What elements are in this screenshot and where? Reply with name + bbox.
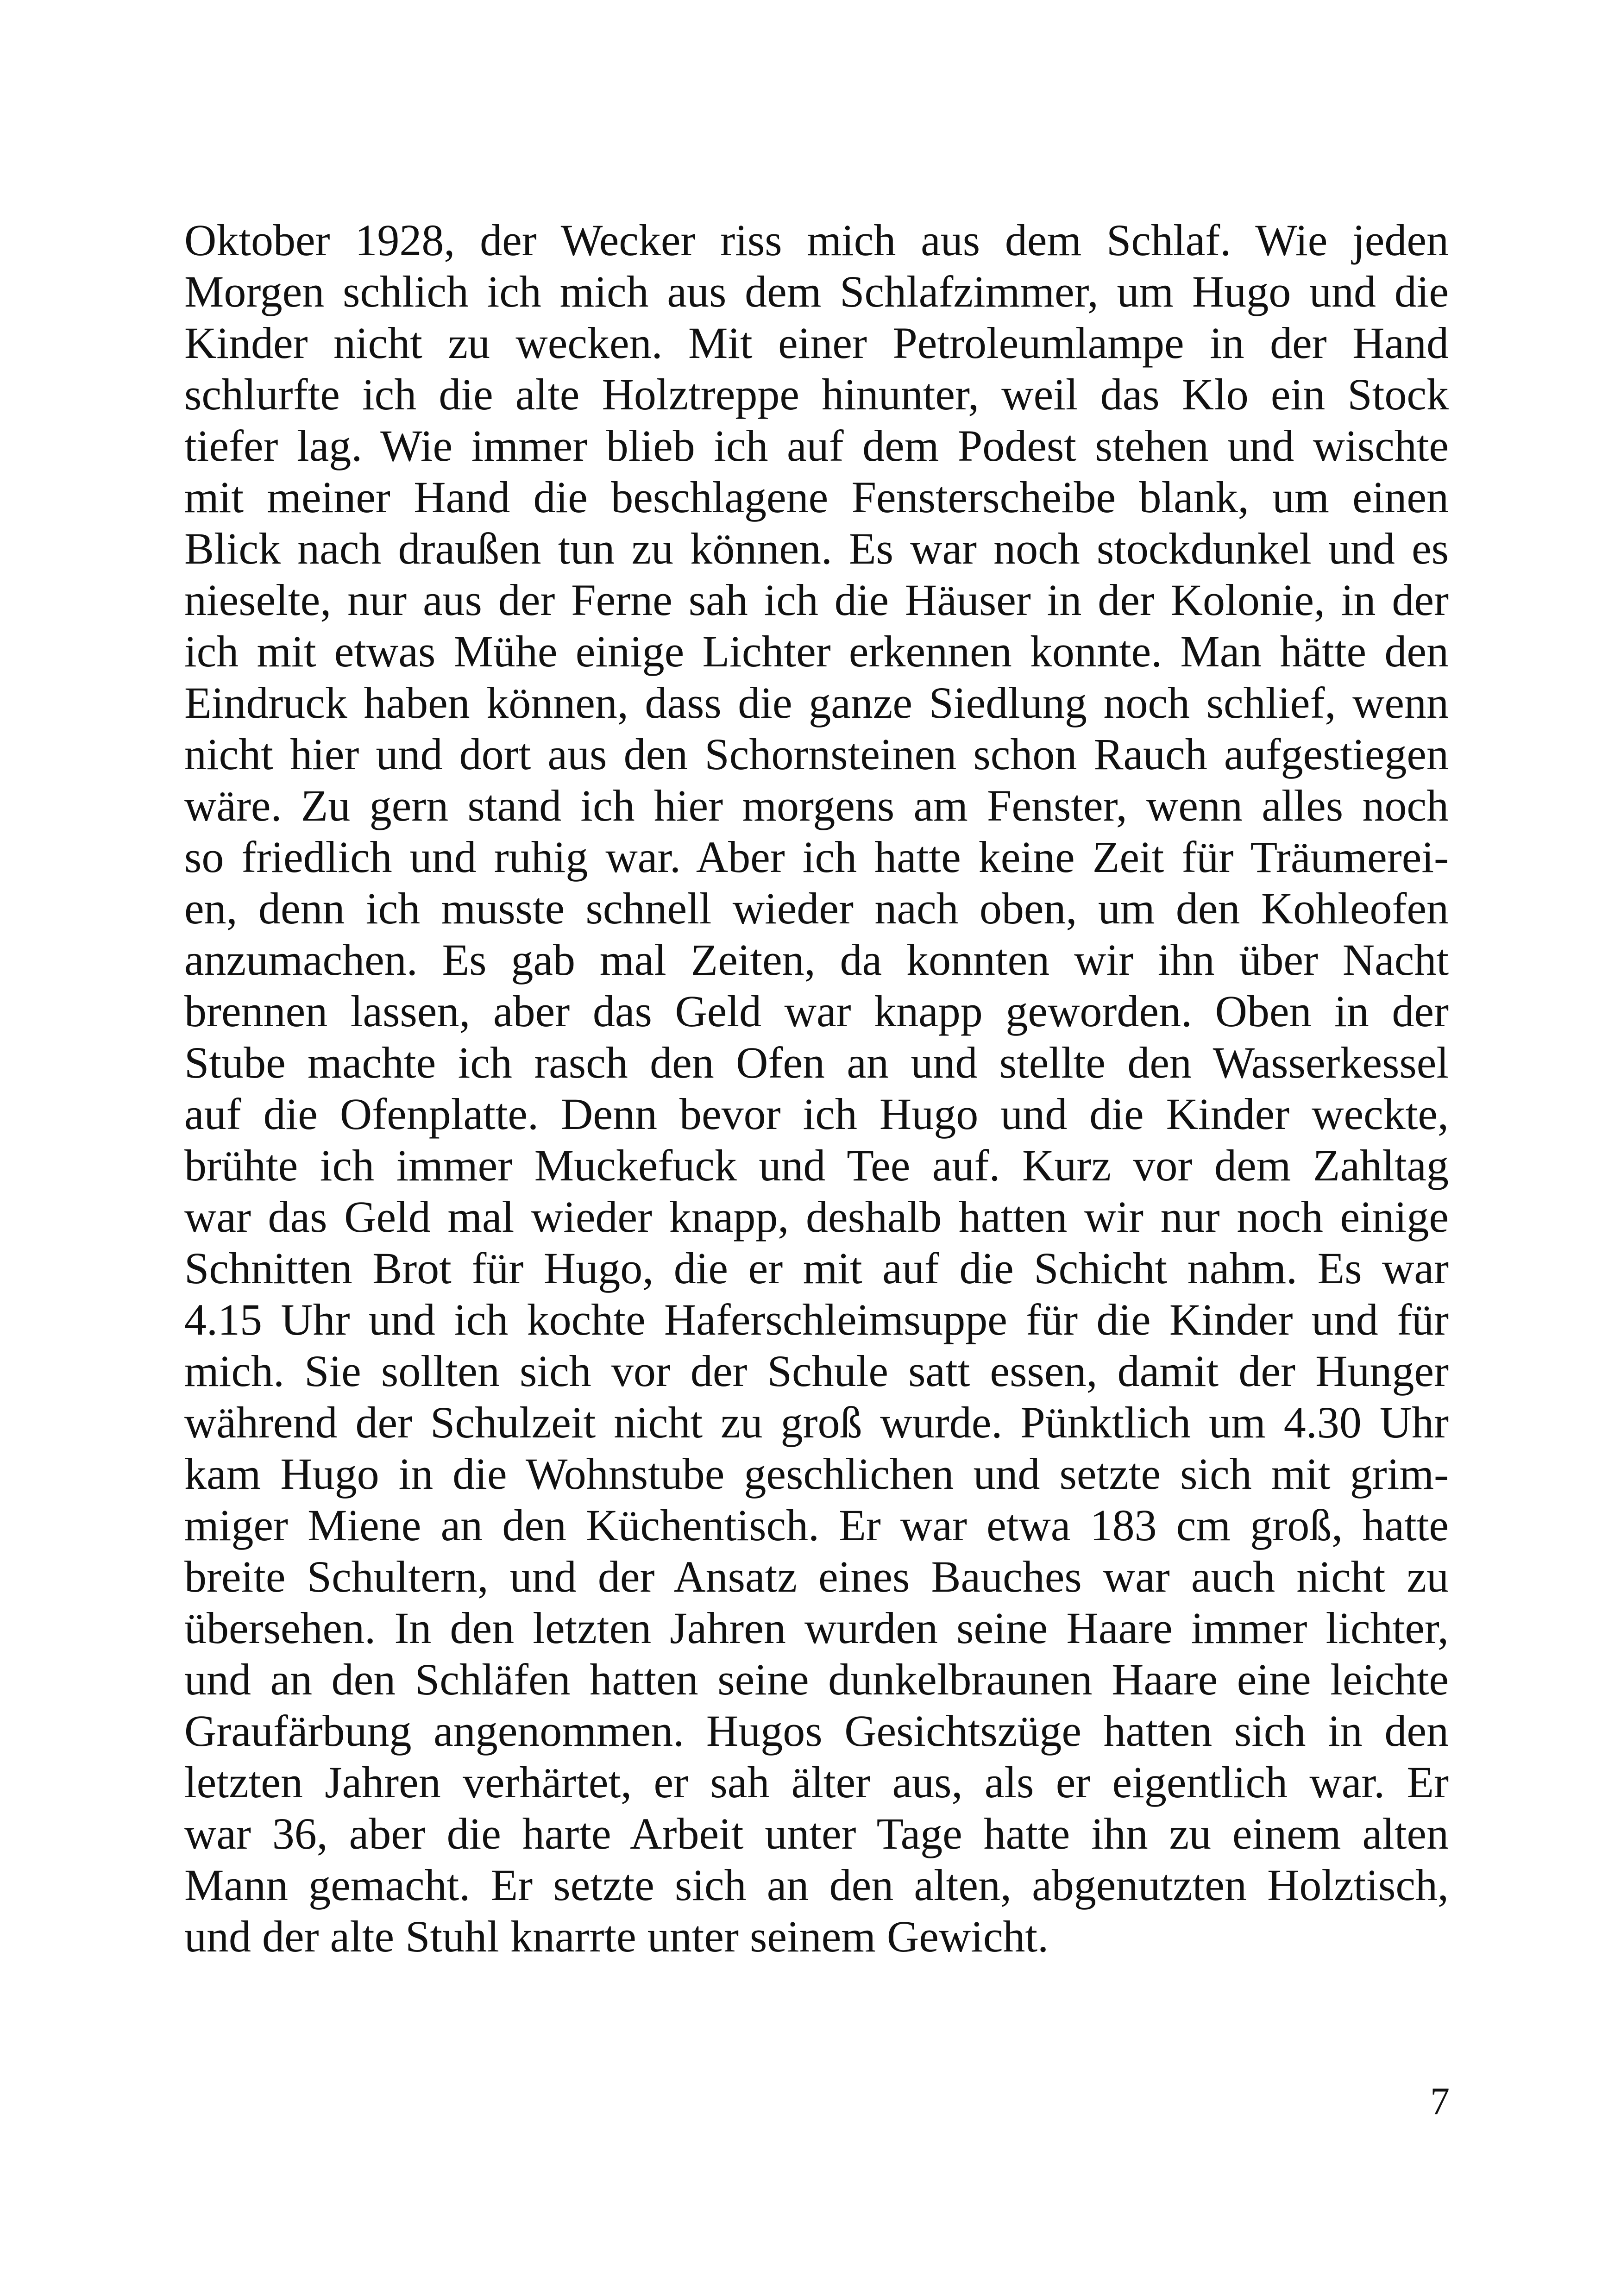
text-line: Mann gemacht. Er setzte sich an den alten, abgenutzten Holztisch, (184, 1860, 1449, 1910)
text-line: Graufärbung angenommen. Hugos Gesichtszüge hatten sich in den (184, 1706, 1449, 1756)
text-line: übersehen. In den letzten Jahren wurden seine Haare immer lichter, (184, 1603, 1449, 1653)
text-line: auf die Ofenplatte. Denn bevor ich Hugo und die Kinder weckte, (184, 1089, 1449, 1139)
text-line: mich. Sie sollten sich vor der Schule satt essen, damit der Hunger (184, 1346, 1449, 1396)
text-line: mit meiner Hand die beschlagene Fensterscheibe blank, um einen (184, 472, 1449, 522)
text-line: anzumachen. Es gab mal Zeiten, da konnten wir ihn über Nacht (184, 935, 1449, 985)
text-line: während der Schulzeit nicht zu groß wurde. Pünktlich um 4.30 Uhr (184, 1398, 1449, 1447)
text-line: Blick nach draußen tun zu können. Es war noch stockdunkel und es (184, 524, 1449, 573)
text-line: brennen lassen, aber das Geld war knapp geworden. Oben in der (184, 986, 1449, 1036)
text-line: 4.15 Uhr und ich kochte Haferschleimsuppe für die Kinder und für (184, 1295, 1449, 1344)
page-number: 7 (1430, 2080, 1450, 2123)
text-line: Morgen schlich ich mich aus dem Schlafzimmer, um Hugo und die (184, 267, 1449, 316)
text-line: nieselte, nur aus der Ferne sah ich die Häuser in der Kolonie, in der (184, 575, 1449, 625)
text-line: und der alte Stuhl knarrte unter seinem Gewicht. (184, 1912, 1049, 1961)
text-line: Eindruck haben können, dass die ganze Siedlung noch schlief, wenn (184, 678, 1449, 728)
body-text (184, 214, 1449, 1962)
text-line: Schnitten Brot für Hugo, die er mit auf die Schicht nahm. Es war (184, 1243, 1449, 1293)
text-line: tiefer lag. Wie immer blieb ich auf dem Podest stehen und wischte (184, 421, 1449, 470)
text-line: war 36, aber die harte Arbeit unter Tage hatte ihn zu einem alten (184, 1809, 1449, 1858)
text-line: wäre. Zu gern stand ich hier morgens am Fenster, wenn alles noch (184, 781, 1449, 830)
text-line: miger Miene an den Küchentisch. Er war etwa 183 cm groß, hatte (184, 1500, 1449, 1550)
text-line: en, denn ich musste schnell wieder nach oben, um den Kohleofen (184, 884, 1449, 933)
text-line: so friedlich und ruhig war. Aber ich hatte keine Zeit für Träumerei- (184, 832, 1449, 882)
text-line: schlurfte ich die alte Holztreppe hinunter, weil das Klo ein Stock (184, 370, 1449, 419)
text-line: Oktober 1928, der Wecker riss mich aus dem Schlaf. Wie jeden (184, 215, 1449, 265)
text-line: Kinder nicht zu wecken. Mit einer Petroleumlampe in der Hand (184, 318, 1449, 368)
text-line: und an den Schläfen hatten seine dunkelbraunen Haare eine leichte (184, 1655, 1449, 1704)
text-line: letzten Jahren verhärtet, er sah älter aus, als er eigentlich war. Er (184, 1757, 1449, 1807)
text-line: ich mit etwas Mühe einige Lichter erkennen konnte. Man hätte den (184, 627, 1449, 676)
text-line: war das Geld mal wieder knapp, deshalb hatten wir nur noch einige (184, 1192, 1449, 1242)
text-line: nicht hier und dort aus den Schornsteinen schon Rauch aufgestiegen (184, 729, 1449, 779)
text-line: kam Hugo in die Wohnstube geschlichen und setzte sich mit grim- (184, 1449, 1449, 1499)
text-line: brühte ich immer Muckefuck und Tee auf. Kurz vor dem Zahltag (184, 1141, 1449, 1190)
text-line: breite Schultern, und der Ansatz eines Bauches war auch nicht zu (184, 1552, 1449, 1601)
text-line: Stube machte ich rasch den Ofen an und stellte den Wasserkessel (184, 1038, 1449, 1087)
